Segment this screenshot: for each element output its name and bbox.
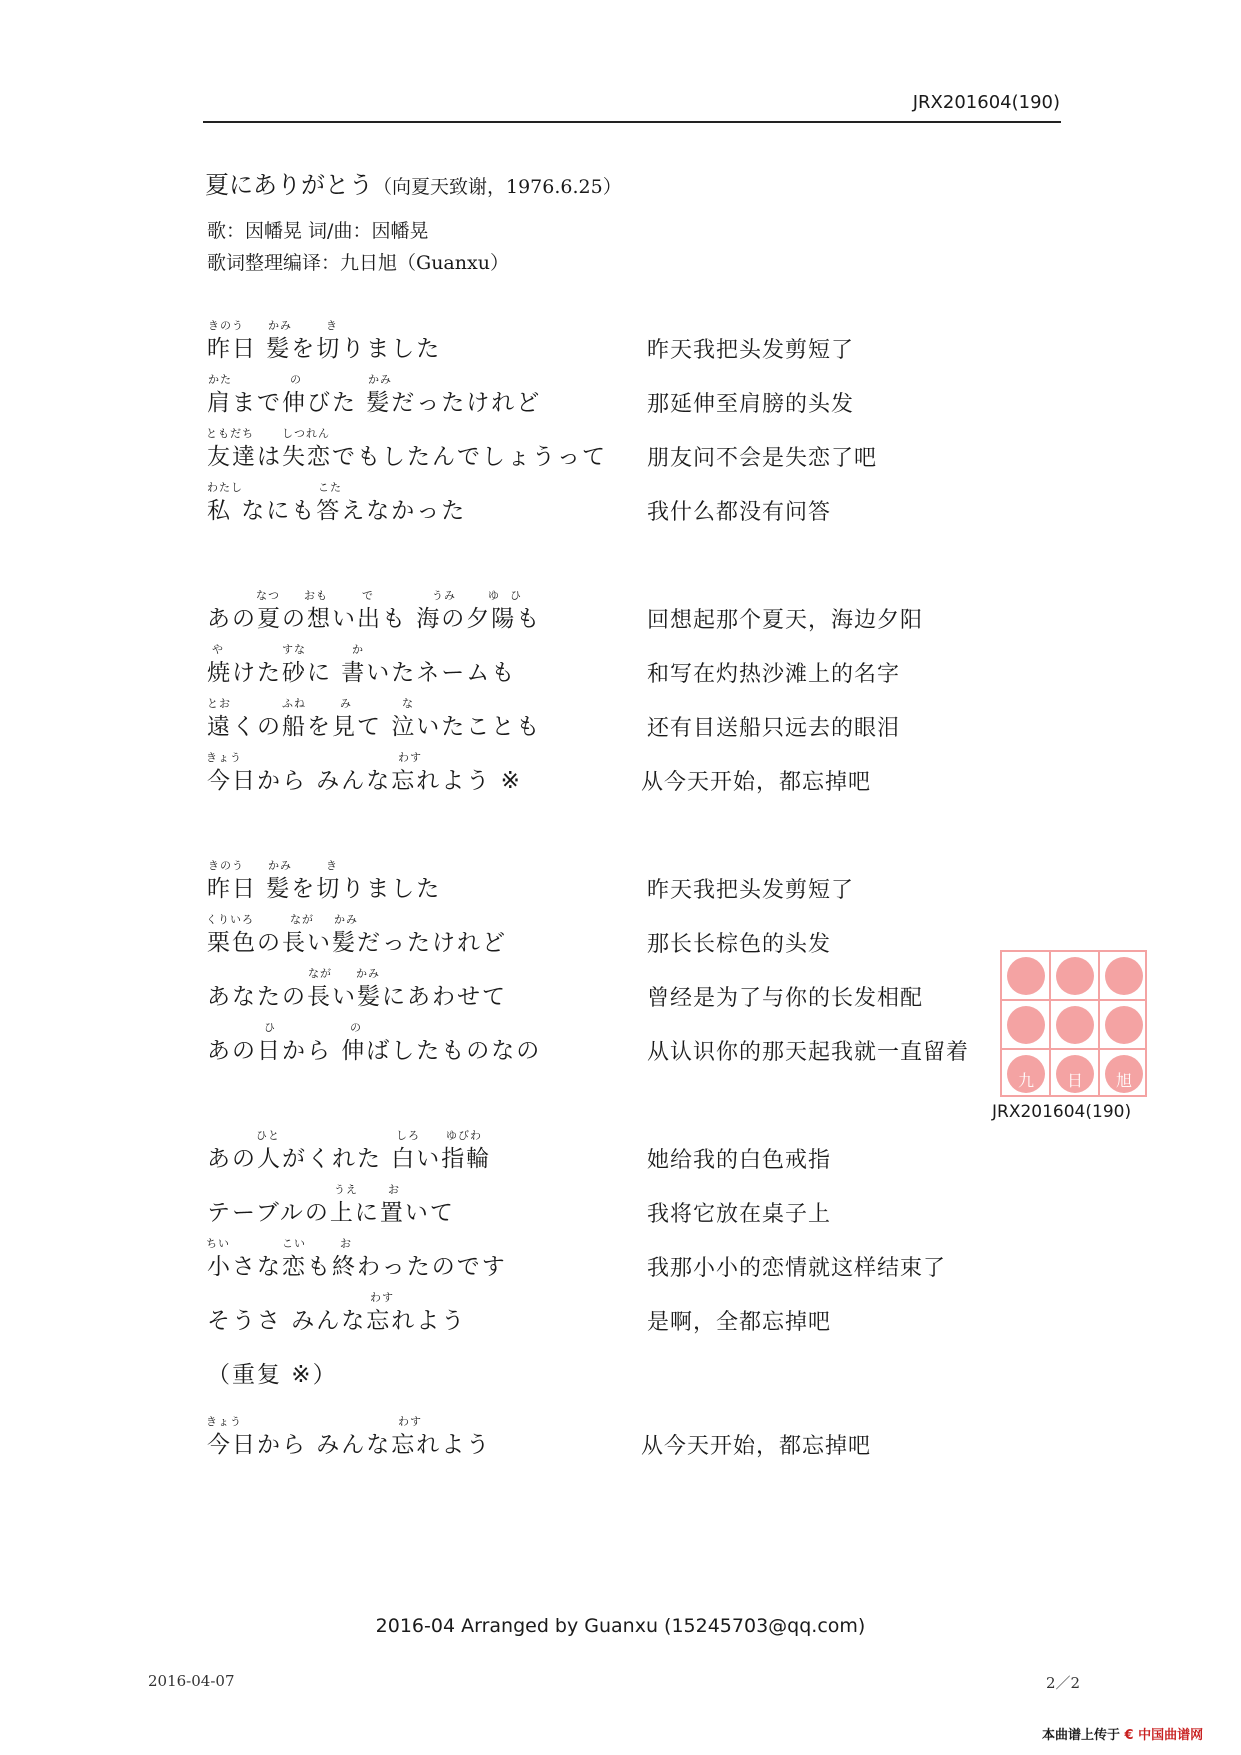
lyric-cn: 我那小小的恋情就这样结束了 (647, 1256, 947, 1281)
lyric-cn: 那长长棕色的头发 (647, 932, 832, 957)
seal-dot (1105, 957, 1143, 995)
ruby: きのう (208, 319, 244, 332)
ruby: き (326, 859, 338, 872)
lyric-jp: あなたの長い髪にあわせて (207, 984, 507, 1010)
ruby: わす (398, 751, 422, 764)
ruby: お (340, 1237, 352, 1250)
author-seal (1000, 950, 1147, 1097)
ruby: の (350, 1021, 362, 1034)
song-title: 夏にありがとう (205, 171, 373, 199)
ruby: き (326, 319, 338, 332)
song-title-line (205, 165, 622, 200)
lyric-cn: 从今天开始，都忘掉吧 (641, 1434, 872, 1459)
ruby: わす (370, 1291, 394, 1304)
lyric-jp: 今日から みんな忘れよう ※ (207, 768, 522, 794)
song-subtitle: （向夏天致谢，1976.6.25） (373, 176, 622, 198)
ruby: ひ (510, 589, 522, 602)
credits-editor-prefix: 歌词整理编译：九日旭（ (207, 252, 417, 274)
credits-editor (207, 248, 509, 275)
repeat-marker: （重复 ※） (207, 1362, 338, 1388)
lyric-cn: 和写在灼热沙滩上的名字 (647, 662, 901, 687)
lyric-jp: 栗色の長い髪だったけれど (207, 930, 507, 956)
seal-dot (1056, 1006, 1094, 1044)
ruby: ともだち (206, 427, 254, 440)
print-date: 2016-04-07 (148, 1672, 235, 1690)
ruby: こた (318, 481, 342, 494)
ruby: ゆ (488, 589, 500, 602)
lyric-cn: 昨天我把头发剪短了 (647, 878, 855, 903)
header-rule (203, 121, 1061, 123)
lyric-cn: 我什么都没有问答 (647, 500, 832, 525)
ruby: かみ (268, 319, 292, 332)
ruby: ひ (264, 1021, 276, 1034)
lyric-cn: 还有目送船只远去的眼泪 (647, 716, 901, 741)
ruby: ちい (206, 1237, 230, 1250)
lyric-jp: 昨日 髪を切りました (207, 336, 442, 362)
ruby: や (212, 643, 224, 656)
ruby: こい (282, 1237, 306, 1250)
ruby: ふね (282, 697, 306, 710)
lyric-jp: あの人がくれた 白い指輪 (207, 1146, 492, 1172)
lyric-cn: 她给我的白色戒指 (647, 1148, 832, 1173)
seal-dot (1007, 957, 1045, 995)
credits-editor-suffix: ） (489, 252, 509, 274)
page-number: 2／2 (1046, 1674, 1081, 1692)
upload-text: 本曲谱上传于 (1042, 1728, 1121, 1743)
ruby: しろ (396, 1129, 420, 1142)
ruby: きょう (206, 751, 242, 764)
credits-singer: 歌：因幡晃 词/曲：因幡晃 (207, 220, 429, 242)
ruby: なが (290, 913, 314, 926)
ruby: かみ (356, 967, 380, 980)
lyric-jp: 遠くの船を見て 泣いたことも (207, 714, 542, 740)
ruby: おも (304, 589, 328, 602)
lyric-cn: 是啊，全都忘掉吧 (647, 1310, 832, 1335)
ruby: とお (207, 697, 231, 710)
ruby: うえ (334, 1183, 358, 1196)
lyric-cn: 我将它放在桌子上 (647, 1202, 832, 1227)
seal-code: JRX201604(190) (992, 1102, 1132, 1122)
seal-dot (1056, 957, 1094, 995)
ruby: すな (282, 643, 306, 656)
lyric-cn: 那延伸至肩膀的头发 (647, 392, 855, 417)
ruby: わす (398, 1415, 422, 1428)
lyric-cn: 曾经是为了与你的长发相配 (647, 986, 924, 1011)
lyric-jp: テーブルの上に置いて (207, 1200, 455, 1226)
ruby: きょう (206, 1415, 242, 1428)
ruby: かた (208, 373, 232, 386)
seal-char: 日 (1066, 1071, 1083, 1090)
ruby: な (402, 697, 414, 710)
ruby: か (352, 643, 364, 656)
lyric-cn: 回想起那个夏天，海边夕阳 (647, 608, 924, 633)
ruby: かみ (334, 913, 358, 926)
ruby: お (388, 1183, 400, 1196)
site-logo-icon: € (1124, 1728, 1134, 1743)
seal-char: 旭 (1115, 1071, 1132, 1090)
seal-dot (1105, 1006, 1143, 1044)
lyric-jp: あの夏の想い出も 海の夕陽も (207, 606, 542, 632)
lyric-cn: 从认识你的那天起我就一直留着 (647, 1040, 970, 1065)
credits-editor-name: Guanxu (416, 252, 490, 274)
ruby: かみ (368, 373, 392, 386)
lyric-jp: 私 なにも答えなかった (207, 498, 467, 524)
seal-dot (1007, 1006, 1045, 1044)
lyric-cn: 从今天开始，都忘掉吧 (641, 770, 872, 795)
ruby: うみ (432, 589, 456, 602)
site-name[interactable]: 中国曲谱网 (1138, 1728, 1204, 1743)
lyric-jp: あの日から 伸ばしたものなの (207, 1038, 542, 1064)
ruby: きのう (208, 859, 244, 872)
lyric-jp: 焼けた砂に 書いたネームも (207, 660, 517, 686)
ruby: の (290, 373, 302, 386)
lyric-jp: そうさ みんな忘れよう (207, 1308, 467, 1334)
ruby: かみ (268, 859, 292, 872)
ruby: なが (308, 967, 332, 980)
lyric-jp: 小さな恋も終わったのです (207, 1254, 507, 1280)
ruby: で (362, 589, 374, 602)
seal-char: 九 (1017, 1071, 1034, 1090)
upload-note (1042, 1724, 1203, 1743)
lyric-cn: 昨天我把头发剪短了 (647, 338, 855, 363)
ruby: なつ (256, 589, 280, 602)
lyric-jp: 友達は失恋でもしたんでしょうって (207, 444, 607, 470)
lyric-cn: 朋友问不会是失恋了吧 (647, 446, 878, 471)
lyric-jp: 昨日 髪を切りました (207, 876, 442, 902)
arranged-by: 2016-04 Arranged by Guanxu (15245703@qq.com) (375, 1615, 866, 1637)
ruby: わたし (207, 481, 243, 494)
ruby: くりいろ (206, 913, 254, 926)
lyric-jp: 肩まで伸びた 髪だったけれど (207, 390, 542, 416)
document-code: JRX201604(190) (912, 92, 1060, 113)
ruby: しつれん (282, 427, 330, 440)
ruby: み (340, 697, 352, 710)
ruby: ひと (256, 1129, 280, 1142)
ruby: ゆびわ (446, 1129, 482, 1142)
lyric-jp: 今日から みんな忘れよう (207, 1432, 492, 1458)
